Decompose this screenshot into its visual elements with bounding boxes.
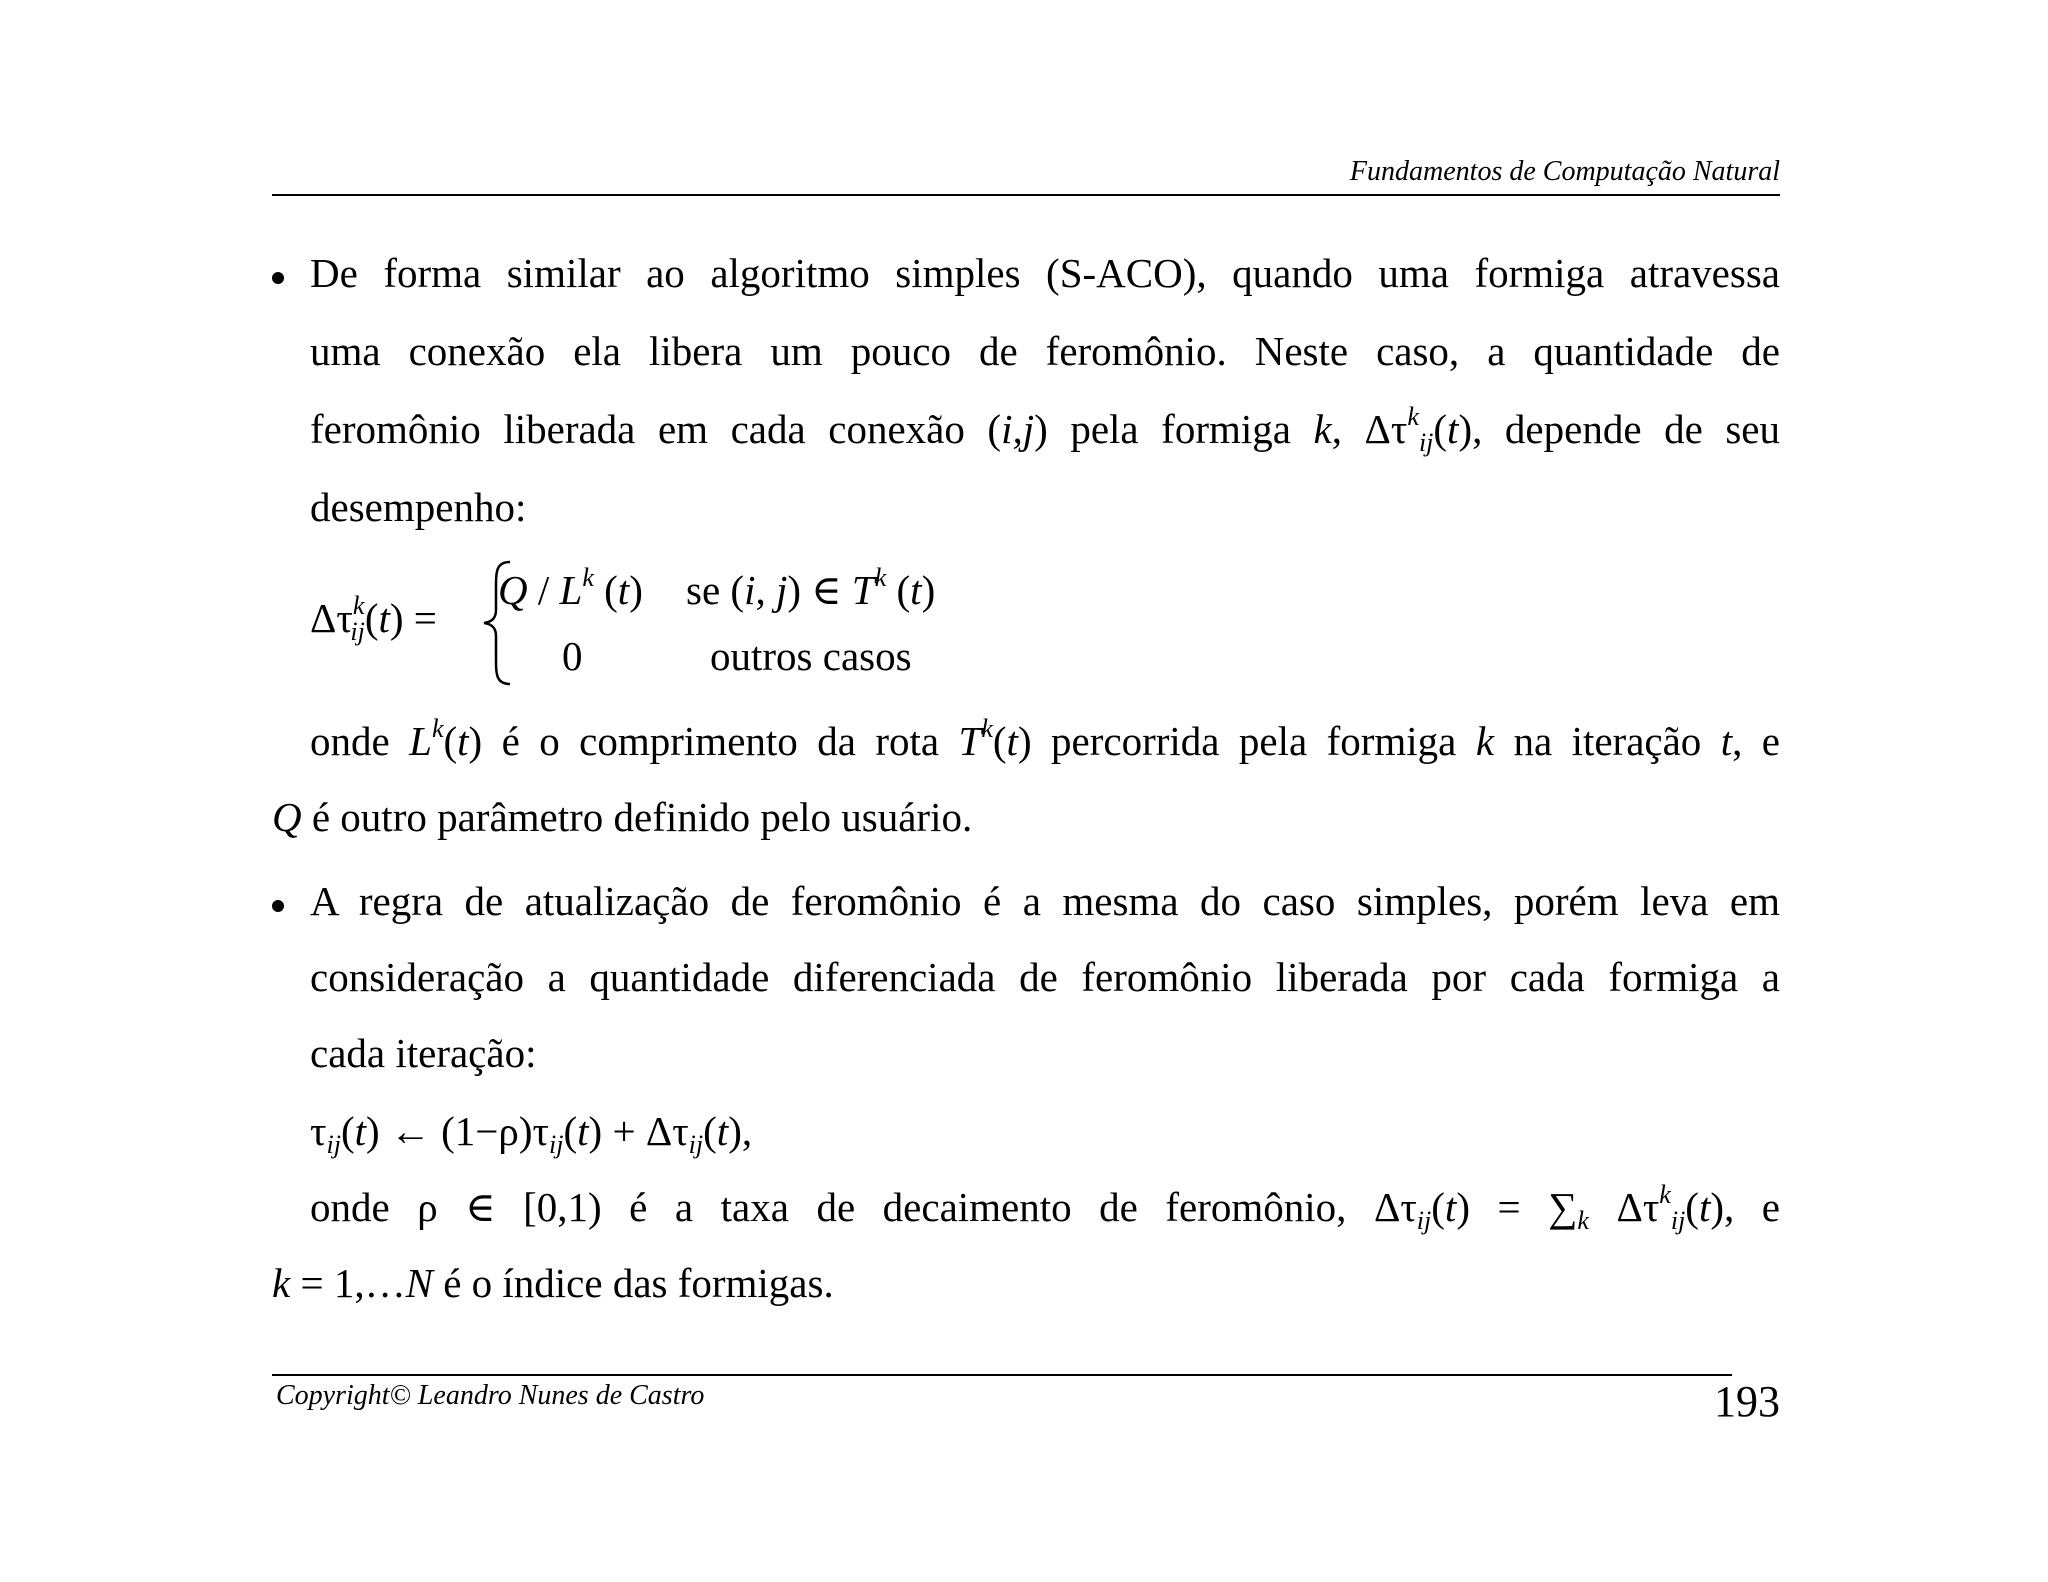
equation-case-2-condition: outros casos [710,633,912,679]
paragraph-3-line-2: consideração a quantidade diferenciada de feromônio liberada por cada formiga a [310,954,1780,1000]
footer-copyright: Copyright© Leandro Nunes de Castro [276,1380,705,1411]
equation-delta-tau [310,558,1070,688]
paragraph-2-line-1: onde $L^k(t)$ é o comprimento da rota $T^k(t)$ percorrida pela formiga k na iteração t, e [310,714,1780,764]
bullet-icon [272,876,296,926]
paragraph-1-line-3: feromônio liberada em cada conexão (i,j) pela formiga k, $\Delta\tau^k_{ij}(t)$, depende de seu [310,402,1780,457]
paragraph-2-line-2: Q é outro parâmetro definido pelo usuário. [272,794,973,840]
paragraph-3-line-1: A regra de atualização de feromônio é a mesma do caso simples, porém leva em [310,878,1780,924]
equation-lhs: $\Delta\tau^k_{ij}(t)$ = [310,591,437,646]
page-number: 193 [1714,1377,1780,1426]
equation-case-1-condition: se (i, j) ∈ $T^k$ (t) [686,563,936,613]
bullet-icon [272,248,296,298]
equation-case-1-value: Q / $L^k$ (t) [498,563,643,613]
paragraph-1-line-4: desempenho: [310,484,527,530]
header-title: Fundamentos de Computação Natural [1349,156,1780,187]
paragraph-4-line-1: onde ρ ∈ [0,1) é a taxa de decaimento de feromônio, $\Delta\tau_{ij}(t) = \sum_k$ $\Delta\tau^k_{ij}(t)$, e [310,1180,1780,1235]
paragraph-1-line-2: uma conexão ela libera um pouco de feromônio. Neste caso, a quantidade de [310,328,1780,374]
footer-rule [272,1374,1732,1376]
paragraph-1-line-1: De forma similar ao algoritmo simples (S-ACO), quando uma formiga atravessa [310,250,1780,296]
paragraph-4-line-2: k = 1,…N é o índice das formigas. [272,1260,834,1306]
equation-case-2-value: 0 [562,633,583,679]
paragraph-3-line-3: cada iteração: [310,1030,537,1076]
page-header [272,150,1780,196]
